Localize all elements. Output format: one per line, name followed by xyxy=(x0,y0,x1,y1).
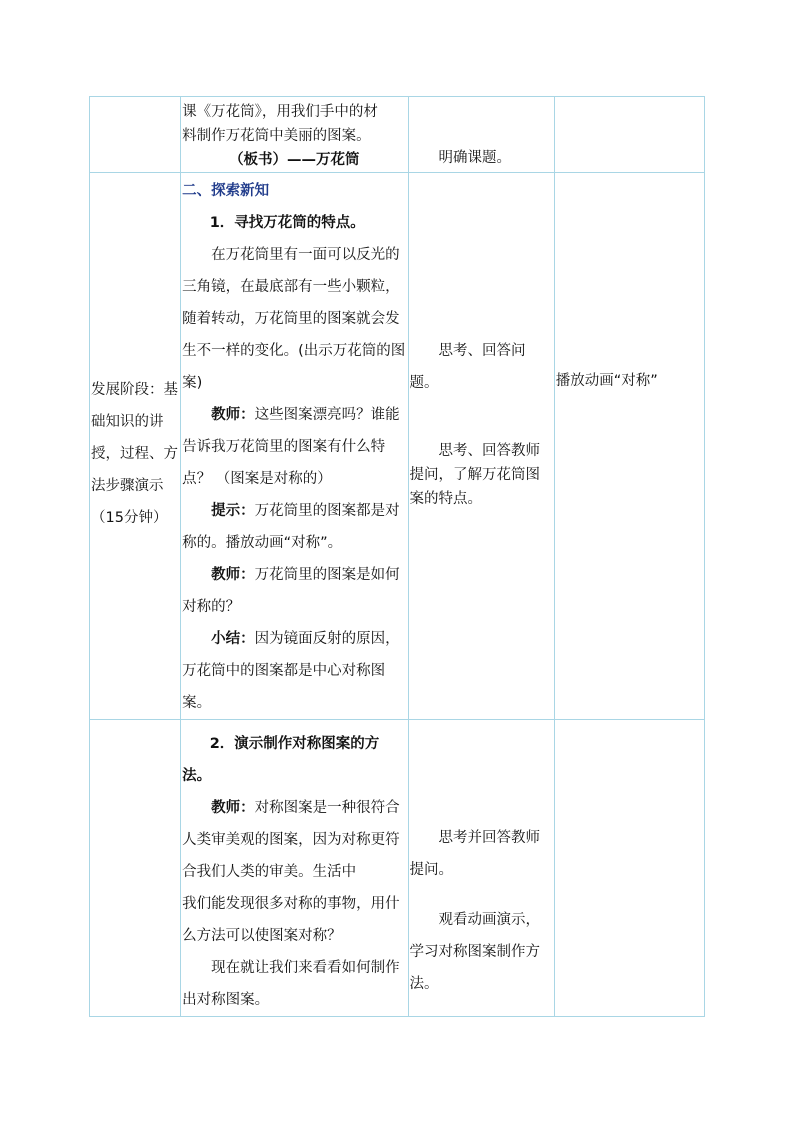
media-cell xyxy=(554,97,704,173)
teacher-activity-cell xyxy=(181,720,408,1017)
paragraph xyxy=(182,399,406,495)
paragraph: 在万花筒里有一面可以反光的三角镜，在最底部有一些小颗粒，随着转动，万花筒里的图案就会发生不一样的变化。(出示万花筒的图案) xyxy=(182,247,406,391)
hint-text: 万花筒里的图案都是对称的。播放动画“对称”。 xyxy=(182,503,400,551)
paragraph xyxy=(182,792,406,888)
stage-cell xyxy=(90,720,181,1017)
stage-cell xyxy=(90,97,181,173)
stage-text: 发展阶段：基础知识的讲授，过程、方法步骤演示（15分钟） xyxy=(91,382,178,526)
paragraph xyxy=(182,495,406,559)
teacher-label: 教师： xyxy=(211,800,255,816)
teacher-label: 教师： xyxy=(211,567,255,583)
content-line: 料制作万花筒中美丽的图案。 xyxy=(182,128,371,144)
media-cell xyxy=(554,173,704,720)
sub-heading: 1．寻找万花筒的特点。 xyxy=(209,215,365,231)
hint-label: 提示： xyxy=(211,503,255,519)
section-heading: 二、探索新知 xyxy=(182,183,270,199)
student-activity-text: 观看动画演示，学习对称图案制作方法。 xyxy=(409,912,540,992)
teacher-activity-cell xyxy=(181,97,408,173)
student-activity-text: 思考并回答教师提问。 xyxy=(409,830,540,878)
teacher-text: 对称图案是一种很符合人类审美观的图案，因为对称更符合我们人类的审美。生活中 xyxy=(182,800,400,880)
paragraph: 现在就让我们来看看如何制作出对称图案。 xyxy=(182,960,400,1008)
content-line: 课《万花筒》，用我们手中的材 xyxy=(182,104,378,120)
sub-heading: 2．演示制作对称图案的方法。 xyxy=(182,736,380,784)
paragraph xyxy=(182,623,406,719)
paragraph xyxy=(182,559,406,623)
student-activity-cell xyxy=(408,173,554,720)
student-activity-text: 思考、回答问题。 xyxy=(409,343,526,391)
board-note: （板书）——万花筒 xyxy=(229,152,360,168)
stage-cell xyxy=(90,173,181,720)
teacher-activity-cell xyxy=(181,173,408,720)
teacher-text: 万花筒里的图案是如何对称的？ xyxy=(182,567,400,615)
summary-text: 因为镜面反射的原因，万花筒中的图案都是中心对称图案。 xyxy=(182,631,400,711)
student-activity-text: 明确课题。 xyxy=(438,150,511,166)
teacher-text: 这些图案漂亮吗？谁能告诉我万花筒里的图案有什么特点？ （图案是对称的） xyxy=(182,407,400,487)
table-row xyxy=(90,97,705,173)
media-cell xyxy=(554,720,704,1017)
student-activity-cell xyxy=(408,720,554,1017)
lesson-plan-table xyxy=(89,96,705,1017)
student-activity-text: 思考、回答教师提问，了解万花筒图案的特点。 xyxy=(409,443,540,507)
summary-label: 小结： xyxy=(211,631,255,647)
paragraph: 我们能发现很多对称的事物，用什么方法可以使图案对称？ xyxy=(182,896,400,944)
table-row xyxy=(90,173,705,720)
table-row xyxy=(90,720,705,1017)
student-activity-cell xyxy=(408,97,554,173)
teacher-label: 教师： xyxy=(211,407,255,423)
media-text: 播放动画“对称” xyxy=(555,373,658,389)
